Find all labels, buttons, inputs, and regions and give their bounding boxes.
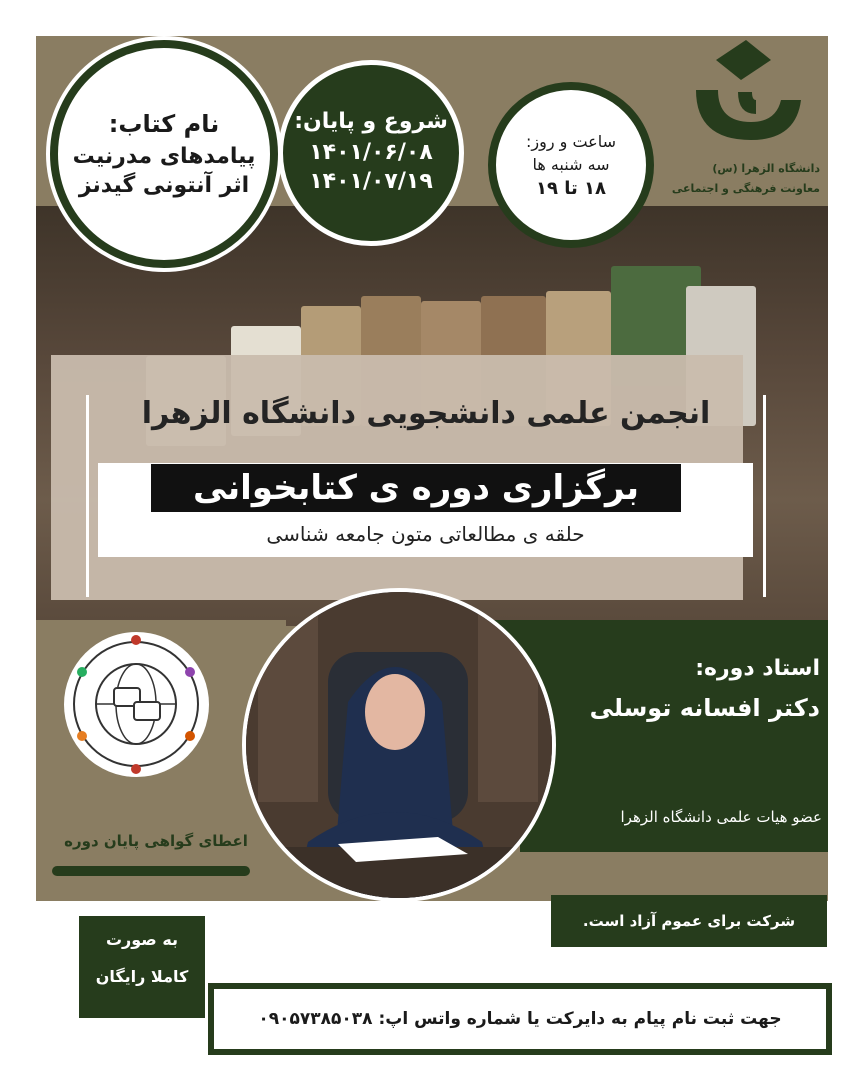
certificate-text: اعطای گواهی پایان دوره [64, 832, 248, 850]
alzahra-logo-icon [676, 40, 826, 160]
instructor-label: استاد دوره: [695, 656, 820, 681]
free-badge [79, 916, 205, 1018]
book-label: نام کتاب: [108, 110, 220, 138]
hours-text: ۱۸ تا ۱۹ [535, 177, 607, 199]
free-line1: به صورت [105, 930, 179, 949]
course-title: برگزاری دوره ی کتابخوانی [151, 464, 681, 512]
course-subtitle: حلقه ی مطالعاتی متون جامعه شناسی [266, 522, 585, 546]
book-title: پیامدهای مدرنیت [72, 144, 256, 169]
public-access-note: شرکت برای عموم آزاد است. [551, 895, 827, 947]
date-circle [278, 60, 464, 246]
registration-box [208, 983, 832, 1055]
certificate-bar [52, 866, 250, 876]
book-info-circle [50, 40, 278, 268]
registration-text: جهت ثبت نام پیام به دایرکت یا شماره واتس اپ: ۰۹۰۵۷۳۸۵۰۳۸ [214, 989, 826, 1049]
date-label: شروع و پایان: [294, 108, 448, 134]
university-logo [671, 40, 826, 200]
time-label: ساعت و روز: [526, 131, 617, 151]
portrait-illustration [242, 592, 552, 902]
book-author: اثر آنتونی گیدنز [78, 173, 250, 198]
start-date: ۱۴۰۱/۰۶/۰۸ [309, 139, 433, 165]
instructor-photo [242, 588, 556, 902]
end-date: ۱۴۰۱/۰۷/۱۹ [309, 168, 433, 194]
time-circle [488, 82, 654, 248]
association-emblem-icon [64, 632, 209, 777]
free-line2: کاملا رایگان [95, 967, 189, 986]
instructor-name: دکتر افسانه توسلی [589, 694, 820, 722]
day-text: سه شنبه ها [532, 154, 610, 174]
university-name: دانشگاه الزهرا (س) [712, 162, 820, 175]
association-logo [64, 632, 209, 777]
organizer-heading: انجمن علمی دانشجویی دانشگاه الزهرا [141, 396, 711, 431]
instructor-position: عضو هیات علمی دانشگاه الزهرا [620, 808, 822, 826]
university-dept: معاونت فرهنگی و اجتماعی [671, 182, 820, 195]
